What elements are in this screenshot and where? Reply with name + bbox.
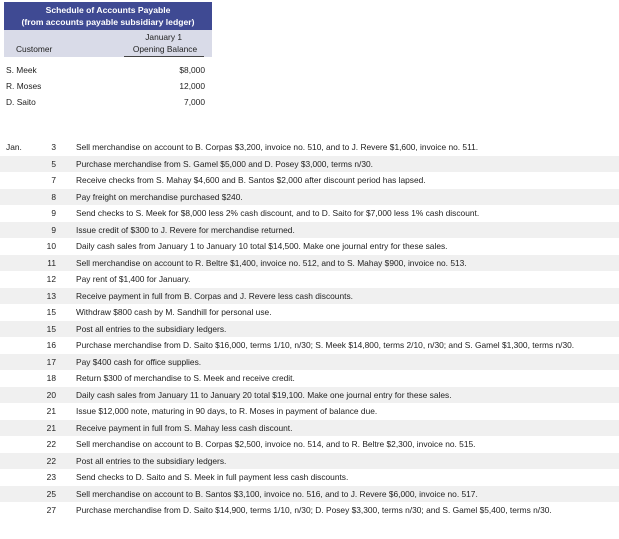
column-underline	[124, 56, 204, 57]
balance-row	[4, 94, 212, 110]
transaction-row	[0, 354, 619, 371]
transaction-day: 8	[51, 191, 56, 202]
transaction-row	[0, 304, 619, 321]
transaction-day: 13	[46, 290, 56, 301]
transaction-day: 16	[46, 340, 56, 350]
transaction-description: Return $300 of merchandise to S. Meek and receive credit.	[76, 373, 295, 383]
customer-name: R. Moses	[6, 81, 42, 91]
transaction-day: 23	[46, 472, 56, 482]
transaction-day: 3	[51, 142, 56, 152]
transaction-day: 27	[46, 505, 56, 515]
schedule-title-line2: (from accounts payable subsidiary ledger)	[21, 17, 195, 27]
transaction-description: Receive checks from S. Mahay $4,600 and B. Santos $2,000 after discount period has lapsed.	[76, 175, 426, 185]
transaction-row	[0, 255, 619, 272]
transaction-day: 11	[47, 257, 56, 268]
transaction-row	[0, 288, 619, 305]
transaction-row	[0, 486, 619, 503]
transaction-row	[0, 420, 619, 437]
transaction-day: 5	[51, 158, 56, 169]
transaction-row	[0, 387, 619, 404]
transaction-day: 12	[46, 274, 56, 284]
balance-row	[4, 62, 212, 78]
balance-row	[4, 78, 212, 94]
transaction-description: Sell merchandise on account to B. Santos $3,100, invoice no. 516, and to J. Revere $6,000, invoice no. 517.	[76, 488, 478, 499]
transaction-row	[0, 189, 619, 206]
transaction-row	[0, 436, 619, 453]
transaction-day: 7	[51, 175, 56, 185]
transaction-day: 20	[46, 389, 56, 400]
transaction-description: Pay rent of $1,400 for January.	[76, 274, 191, 284]
transaction-description: Sell merchandise on account to R. Beltre $1,400, invoice no. 512, and to S. Mahay $900, invoice no. 513.	[76, 257, 467, 268]
transaction-day: 25	[46, 488, 56, 499]
transaction-day: 21	[46, 406, 56, 416]
customer-name: D. Saito	[6, 97, 36, 107]
transaction-description: Post all entries to the subsidiary ledgers.	[76, 455, 227, 466]
transaction-day: 15	[46, 323, 56, 334]
transaction-row	[0, 370, 619, 387]
transaction-description: Receive payment in full from B. Corpas and J. Revere less cash discounts.	[76, 290, 353, 301]
transaction-day: 10	[46, 241, 56, 251]
transaction-description: Purchase merchandise from D. Saito $14,900, terms 1/10, n/30; D. Posey $3,300, terms n/30; and S. Gamel $5,400, terms n/30.	[76, 505, 552, 515]
transaction-day: 15	[46, 307, 56, 317]
transaction-row	[0, 205, 619, 222]
opening-balance: $8,000	[179, 65, 205, 75]
opening-balance: 12,000	[179, 81, 205, 91]
transaction-row	[0, 238, 619, 255]
transaction-day: 9	[51, 224, 56, 235]
transaction-day: 22	[46, 439, 56, 449]
transaction-row	[0, 172, 619, 189]
customer-column-label: Customer	[16, 44, 53, 54]
transaction-month: Jan.	[6, 142, 22, 152]
transaction-description: Receive payment in full from S. Mahay less cash discount.	[76, 422, 293, 433]
schedule-title-line1: Schedule of Accounts Payable	[45, 5, 171, 15]
transaction-description: Issue $12,000 note, maturing in 90 days, to R. Moses in payment of balance due.	[76, 406, 378, 416]
transaction-description: Pay freight on merchandise purchased $240.	[76, 191, 243, 202]
transaction-row	[0, 469, 619, 486]
transaction-row	[0, 156, 619, 173]
transaction-description: Post all entries to the subsidiary ledgers.	[76, 323, 227, 334]
transaction-day: 9	[51, 208, 56, 218]
transaction-description: Send checks to D. Saito and S. Meek in full payment less cash discounts.	[76, 472, 349, 482]
transaction-description: Sell merchandise on account to B. Corpas $3,200, invoice no. 510, and to J. Revere $1,600, invoice no. 511.	[76, 142, 479, 152]
transaction-row	[0, 271, 619, 288]
transaction-list	[0, 139, 619, 519]
date-column-label: January 1	[145, 32, 182, 42]
accounts-payable-schedule	[4, 2, 212, 110]
transaction-day: 22	[46, 455, 56, 466]
transaction-row	[0, 502, 619, 519]
transaction-row	[0, 321, 619, 338]
opening-balance-column-label: Opening Balance	[132, 44, 198, 54]
transaction-description: Purchase merchandise from S. Gamel $5,000 and D. Posey $3,000, terms n/30.	[76, 158, 374, 169]
transaction-day: 17	[46, 356, 56, 367]
schedule-title	[4, 2, 212, 30]
transaction-description: Daily cash sales from January 1 to January 10 total $14,500. Make one journal entry for these sales.	[76, 241, 448, 251]
transaction-description: Send checks to S. Meek for $8,000 less 2% cash discount, and to D. Saito for $7,000 less 1% cash discount.	[76, 208, 480, 218]
transaction-day: 21	[46, 422, 56, 433]
transaction-row	[0, 337, 619, 354]
customer-name: S. Meek	[6, 65, 37, 75]
transaction-description: Sell merchandise on account to B. Corpas $2,500, invoice no. 514, and to R. Beltre $2,300, invoice no. 515.	[76, 439, 476, 449]
transaction-description: Daily cash sales from January 11 to January 20 total $19,100. Make one journal entry for these sales.	[76, 389, 452, 400]
transaction-day: 18	[46, 373, 56, 383]
opening-balance: 7,000	[184, 97, 205, 107]
transaction-row	[0, 139, 619, 156]
transaction-row	[0, 453, 619, 470]
transaction-description: Issue credit of $300 to J. Revere for merchandise returned.	[76, 224, 295, 235]
transaction-row	[0, 403, 619, 420]
schedule-column-header	[4, 30, 212, 57]
transaction-description: Pay $400 cash for office supplies.	[76, 356, 202, 367]
transaction-row	[0, 222, 619, 239]
transaction-description: Purchase merchandise from D. Saito $16,000, terms 1/10, n/30; S. Meek $14,800, terms 2/10, n/30; and S. Gamel $1,300, terms n/30.	[76, 340, 575, 350]
balance-list	[4, 62, 212, 110]
transaction-description: Withdraw $800 cash by M. Sandhill for personal use.	[76, 307, 272, 317]
